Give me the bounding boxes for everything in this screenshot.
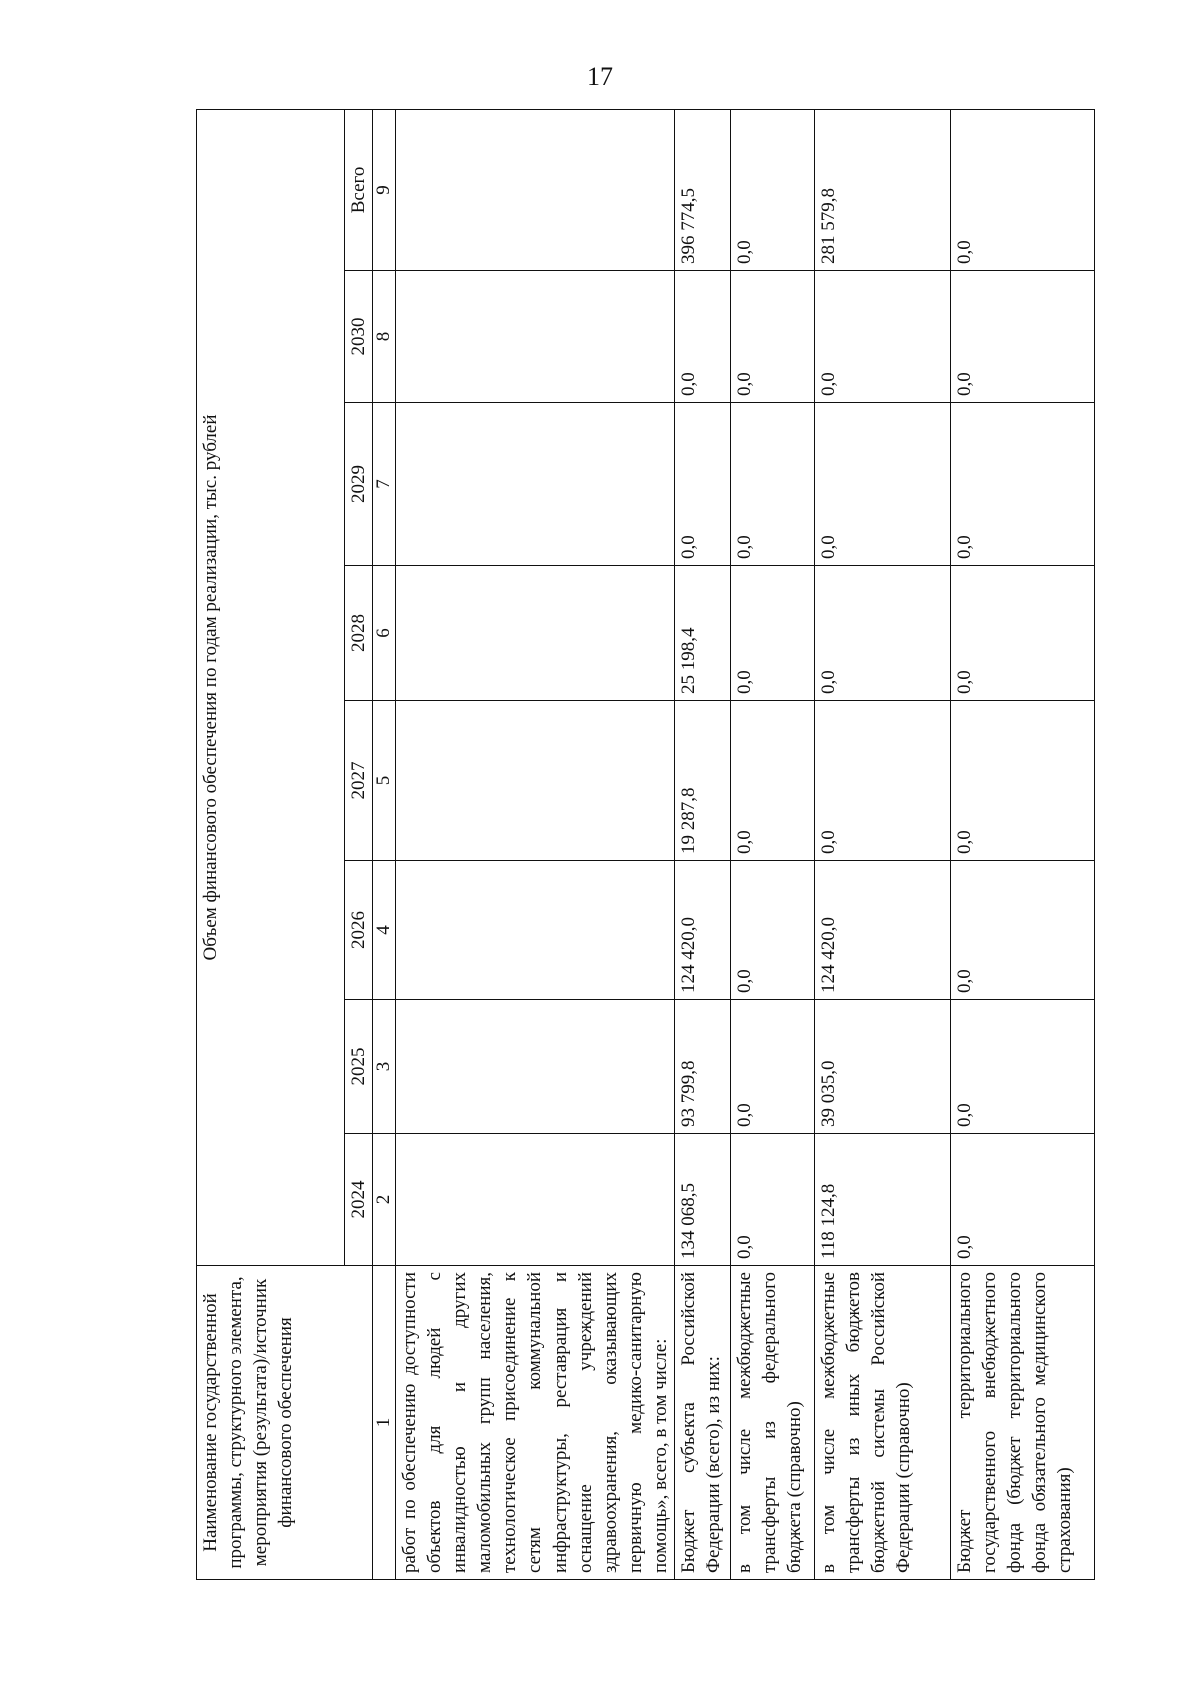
value-cell [396, 271, 675, 403]
value-cell: 25 198,4 [674, 566, 730, 701]
value-cell: 0,0 [730, 701, 814, 861]
financing-table [196, 109, 1095, 1580]
value-cell: 93 799,8 [674, 1000, 730, 1134]
header-year: 2028 [345, 566, 373, 701]
column-number: 2 [373, 1134, 396, 1266]
value-cell: 0,0 [674, 403, 730, 566]
value-cell: 0,0 [950, 1134, 1094, 1266]
value-cell: 124 420,0 [814, 861, 950, 1000]
header-year: 2025 [345, 1000, 373, 1134]
value-cell: 124 420,0 [674, 861, 730, 1000]
value-cell: 0,0 [950, 271, 1094, 403]
value-cell: 0,0 [950, 861, 1094, 1000]
value-cell: 0,0 [730, 566, 814, 701]
column-number: 9 [373, 109, 396, 270]
value-cell: 0,0 [950, 701, 1094, 861]
column-number: 6 [373, 566, 396, 701]
value-cell [396, 109, 675, 270]
row-label: в том числе межбюджетные трансферты из федерального бюджета (справочно) [730, 1266, 814, 1580]
value-cell: 0,0 [814, 566, 950, 701]
value-cell: 39 035,0 [814, 1000, 950, 1134]
value-cell: 0,0 [950, 1000, 1094, 1134]
row-label: Бюджет субъекта Российской Федерации (всего), из них: [674, 1266, 730, 1580]
value-cell: 0,0 [950, 109, 1094, 270]
header-year: 2029 [345, 403, 373, 566]
row-label: Бюджет территориального государственного внебюджетного фонда (бюджет территориального фонда обязательного медицинского страхования) [950, 1266, 1094, 1580]
value-cell [396, 1134, 675, 1266]
header-year: 2024 [345, 1134, 373, 1266]
header-program-name: Наименование государственной программы, структурного элемента, мероприятия (результата)/источник финансового обеспечения [197, 1266, 373, 1580]
header-total: Всего [345, 109, 373, 270]
value-cell [396, 1000, 675, 1134]
table-row [396, 109, 675, 1579]
row-label: в том числе межбюджетные трансферты из иных бюджетов бюджетной системы Российской Федерации (справочно) [814, 1266, 950, 1580]
value-cell [396, 403, 675, 566]
value-cell: 0,0 [814, 701, 950, 861]
header-year: 2030 [345, 271, 373, 403]
value-cell: 281 579,8 [814, 109, 950, 270]
table-row [674, 109, 730, 1579]
value-cell: 0,0 [674, 271, 730, 403]
value-cell: 0,0 [814, 403, 950, 566]
row-label: работ по обеспечению доступности объектов для людей с инвалидностью и других маломобильных групп населения, технологическое присоединение к сетям коммунальной инфраструктуры, реставрация и оснащение учреждений здравоохранения, оказывающих первичную медико-санитарную помощь», всего, в том числе: [396, 1266, 675, 1580]
column-number: 8 [373, 271, 396, 403]
value-cell [396, 861, 675, 1000]
rotated-table-container [196, 110, 1086, 1580]
value-cell: 0,0 [730, 271, 814, 403]
table-row [730, 109, 814, 1579]
value-cell: 0,0 [730, 403, 814, 566]
table-row [950, 109, 1094, 1579]
value-cell: 134 068,5 [674, 1134, 730, 1266]
value-cell [396, 701, 675, 861]
header-year: 2027 [345, 701, 373, 861]
value-cell: 19 287,8 [674, 701, 730, 861]
page-number: 17 [587, 62, 613, 91]
value-cell [396, 566, 675, 701]
value-cell: 0,0 [730, 1134, 814, 1266]
column-number: 3 [373, 1000, 396, 1134]
header-year: 2026 [345, 861, 373, 1000]
column-number: 5 [373, 701, 396, 861]
value-cell: 118 124,8 [814, 1134, 950, 1266]
value-cell: 0,0 [730, 861, 814, 1000]
value-cell: 0,0 [814, 271, 950, 403]
value-cell: 0,0 [730, 109, 814, 270]
column-number: 1 [373, 1266, 396, 1580]
landscape-table-frame [196, 110, 1086, 1580]
column-number: 4 [373, 861, 396, 1000]
value-cell: 0,0 [950, 566, 1094, 701]
value-cell: 396 774,5 [674, 109, 730, 270]
header-financing-volume: Объем финансового обеспечения по годам реализации, тыс. рублей [197, 109, 345, 1265]
value-cell: 0,0 [730, 1000, 814, 1134]
column-number: 7 [373, 403, 396, 566]
table-row [814, 109, 950, 1579]
value-cell: 0,0 [950, 403, 1094, 566]
